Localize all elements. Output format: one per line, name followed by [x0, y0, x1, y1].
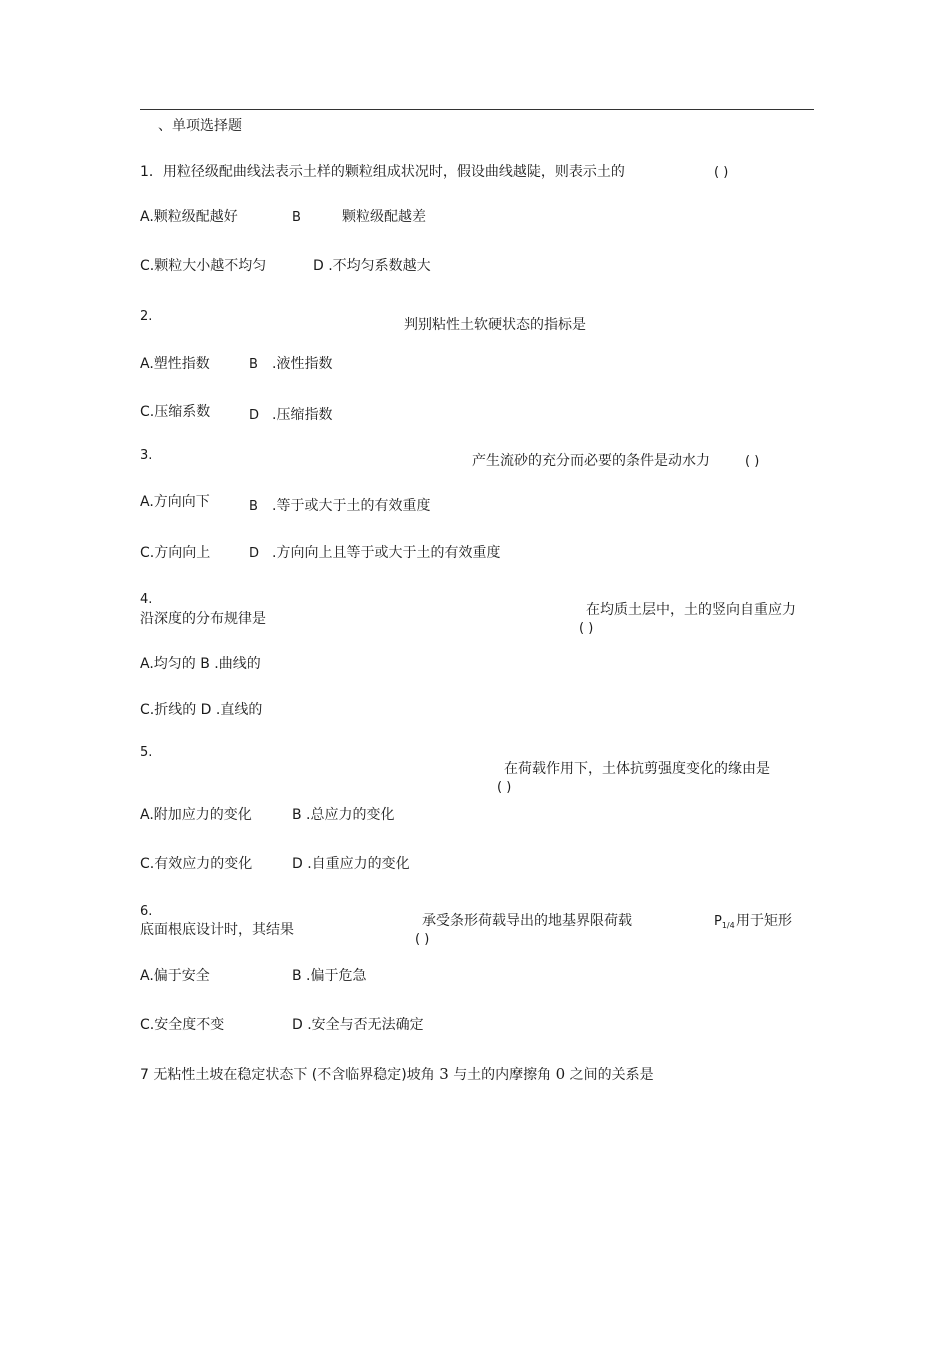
- q2-option-d: .压缩指数: [272, 407, 333, 423]
- q5-number: 5.: [140, 745, 153, 760]
- q3-option-b-letter: B: [249, 499, 258, 514]
- q5-option-a: A.附加应力的变化: [140, 807, 252, 823]
- q7-symbol-slope-angle: 3: [439, 1065, 449, 1083]
- q3-paren: ( ): [745, 454, 760, 469]
- q7-stem-part2: 与土的内摩擦角: [453, 1067, 552, 1083]
- q4-number: 4.: [140, 592, 153, 607]
- q5-paren: ( ): [497, 780, 512, 795]
- q7-stem: [140, 1065, 654, 1084]
- q5-stem: 在荷载作用下，土体抗剪强度变化的缘由是: [504, 761, 770, 777]
- q7-stem-part3: 之间的关系是: [569, 1067, 654, 1083]
- q2-option-a: A.塑性指数: [140, 356, 210, 372]
- q3-option-c: C.方向向上: [140, 545, 211, 561]
- q3-stem: 产生流砂的充分而必要的条件是动水力: [472, 453, 710, 469]
- q5-option-c: C.有效应力的变化: [140, 856, 253, 872]
- q2-stem: 判别粘性土软硬状态的指标是: [404, 317, 586, 333]
- q4-options-ab: A.均匀的 B .曲线的: [140, 656, 261, 672]
- q5-option-b: B .总应力的变化: [292, 807, 395, 823]
- q1-stem: 1．用粒径级配曲线法表示土样的颗粒组成状况时，假设曲线越陡，则表示土的: [140, 164, 625, 180]
- q6-p-label: P: [714, 914, 722, 929]
- q2-number: 2.: [140, 309, 153, 324]
- q7-symbol-friction-angle: 0: [555, 1065, 566, 1083]
- q4-options-cd: C.折线的 D .直线的: [140, 702, 263, 718]
- q6-option-d: D .安全与否无法确定: [292, 1017, 424, 1033]
- q1-option-c: C.颗粒大小越不均匀: [140, 258, 267, 274]
- q6-option-c: C.安全度不变: [140, 1017, 225, 1033]
- q2-option-b-letter: B: [249, 357, 258, 372]
- q2-option-b: .液性指数: [272, 356, 333, 372]
- q6-option-b: B .偏于危急: [292, 968, 367, 984]
- q2-option-d-letter: D: [249, 408, 260, 423]
- q3-number: 3.: [140, 448, 153, 463]
- q1-option-b: 颗粒级配越差: [342, 209, 426, 225]
- q1-option-d: D .不均匀系数越大: [313, 258, 431, 274]
- q1-option-a: A.颗粒级配越好: [140, 209, 238, 225]
- q6-stem-mid: 承受条形荷载导出的地基界限荷载: [422, 913, 632, 929]
- q2-option-c: C.压缩系数: [140, 404, 211, 420]
- q7-stem-part1: 7 无粘性土坡在稳定状态下 (不含临界稳定)坡角: [140, 1067, 435, 1083]
- q6-option-a: A.偏于安全: [140, 968, 210, 984]
- q6-paren: ( ): [415, 932, 430, 947]
- q6-stem-left: 底面根底设计时，其结果: [140, 922, 294, 938]
- q1-option-b-letter: B: [292, 210, 301, 225]
- q4-stem-right: 在均质土层中，土的竖向自重应力: [586, 602, 796, 618]
- q3-option-b: .等于或大于土的有效重度: [272, 498, 431, 514]
- q6-number: 6.: [140, 904, 153, 919]
- q1-paren: ( ): [714, 165, 729, 180]
- q6-p-symbol: [714, 913, 735, 935]
- q4-paren: ( ): [579, 621, 594, 636]
- top-rule: [140, 109, 814, 110]
- q6-stem-right: 用于矩形: [736, 913, 792, 929]
- q3-option-d: .方向向上且等于或大于土的有效重度: [272, 545, 501, 561]
- q3-option-a: A.方向向下: [140, 494, 210, 510]
- q3-option-d-letter: D: [249, 546, 260, 561]
- q6-p-subscript: 1/4: [721, 921, 735, 930]
- q4-stem-left: 沿深度的分布规律是: [140, 611, 266, 627]
- q5-option-d: D .自重应力的变化: [292, 856, 410, 872]
- section-title: 、单项选择题: [158, 118, 242, 134]
